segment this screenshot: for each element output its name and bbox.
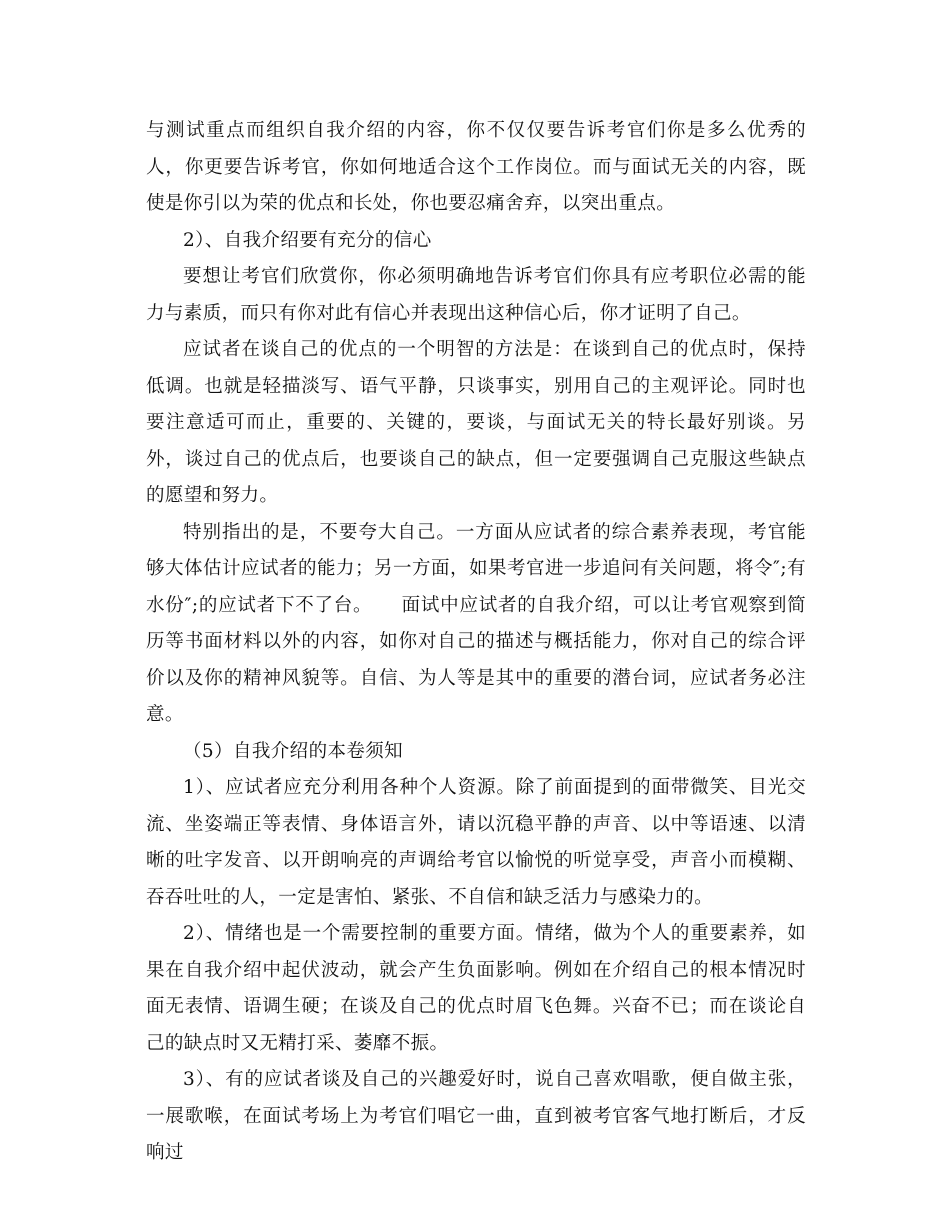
- paragraph-1: 与测试重点而组织自我介绍的内容，你不仅仅要告诉考官们你是多么优秀的人，你更要告诉考官，你如何地适合这个工作岗位。而与面试无关的内容，既使是你引以为荣的优点和长处，你也要忍痛舍弃，以突出重点。: [146, 120, 806, 214]
- section-heading-confidence: 2）、自我介绍要有充分的信心: [183, 229, 432, 251]
- paragraph-5: 特别指出的是，不要夸大自己。一方面从应试者的综合素养表现，考官能够大体估计应试者的能力；另一方面，如果考官进一步追问有关问题，将令″;有水份″;的应试者下不了台。 面试中应试者的自我介绍，可以让考官观察到简历等书面材料以外的内容，如你对自己的描述与概括能力，你对自己的综合评价以及你的精神风貌等。自信、为人等是其中的重要的潜台词，应试者务必注意。: [146, 521, 806, 725]
- paragraph-7: 1）、应试者应充分利用各种个人资源。除了前面提到的面带微笑、目光交流、坐姿端正等表情、身体语言外，请以沉稳平静的声音、以中等语速、以清晰的吐字发音、以开朗响亮的声调给考官以愉悦的听觉享受，声音小而模糊、吞吞吐吐的人，一定是害怕、紧张、不自信和缺乏活力与感染力的。: [146, 777, 806, 908]
- paragraph-4: 应试者在谈自己的优点的一个明智的方法是：在谈到自己的优点时，保持低调。也就是轻描淡写、语气平静，只谈事实，别用自己的主观评论。同时也要注意适可而止，重要的、关键的，要谈，与面试无关的特长最好别谈。另外，谈过自己的优点后，也要谈自己的缺点，但一定要强调自己克服这些缺点的愿望和努力。: [146, 339, 806, 506]
- section-heading-notes: （5）自我介绍的本卷须知: [183, 740, 404, 762]
- paragraph-9: 3）、有的应试者谈及自己的兴趣爱好时，说自己喜欢唱歌，便自做主张，一展歌喉，在面试考场上为考官们唱它一曲，直到被考官客气地打断后，才反响过: [146, 1069, 806, 1163]
- paragraph-8: 2）、情绪也是一个需要控制的重要方面。情绪，做为个人的重要素养，如果在自我介绍中起伏波动，就会产生负面影响。例如在介绍自己的根本情况时面无表情、语调生硬；在谈及自己的优点时眉飞色舞。兴奋不已；而在谈论自己的缺点时又无精打采、萎靡不振。: [146, 923, 806, 1054]
- paragraph-3: 要想让考官们欣赏你，你必须明确地告诉考官们你具有应考职位必需的能力与素质，而只有你对此有信心并表现出这种信心后，你才证明了自己。: [146, 266, 806, 324]
- document-body: [146, 113, 806, 1172]
